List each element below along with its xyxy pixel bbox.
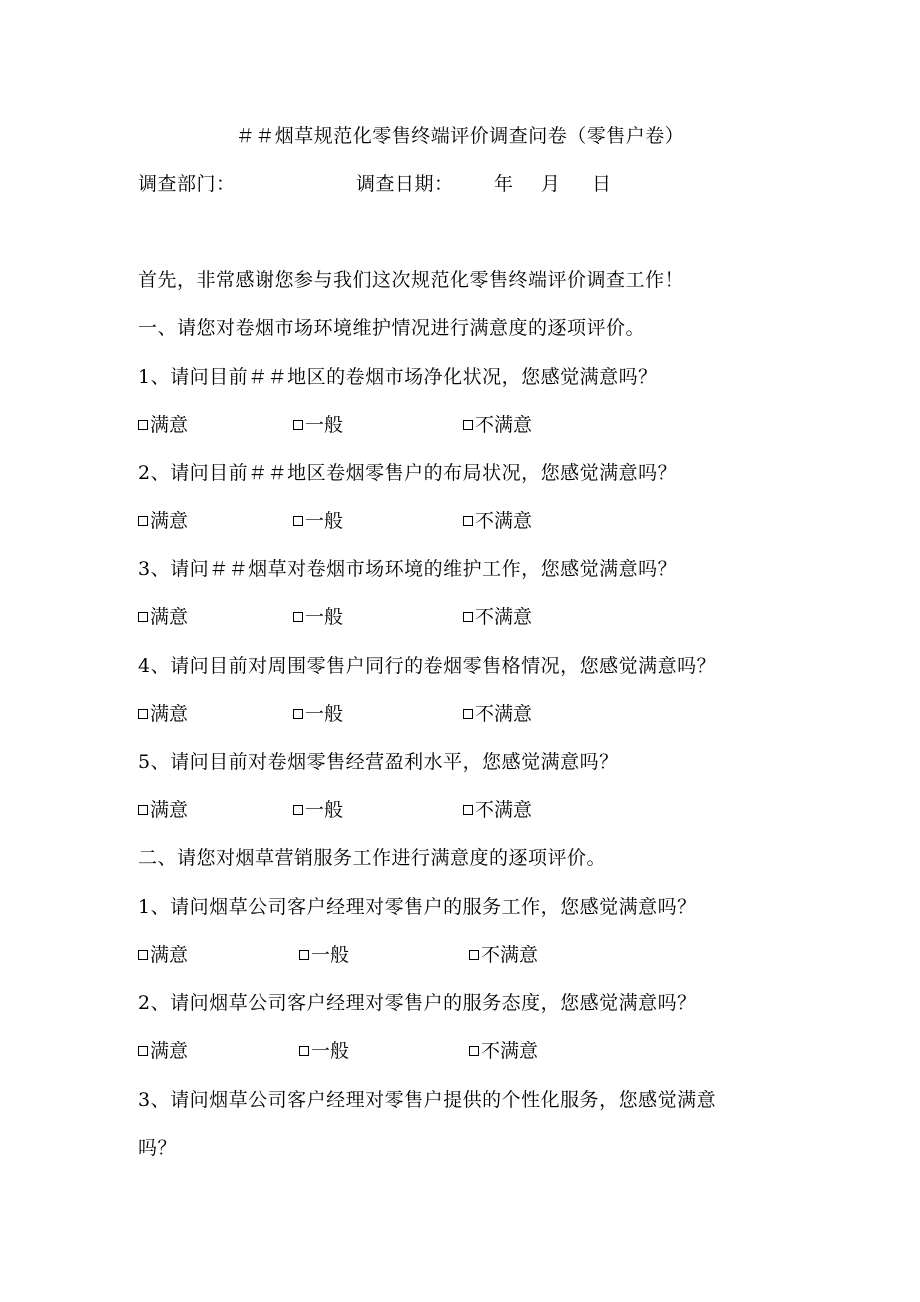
s1-question-5: 5、请问目前对卷烟零售经营盈利水平，您感觉满意吗？ [138, 751, 619, 773]
checkbox-icon[interactable] [138, 709, 148, 719]
s1q2-option-unsatisfied[interactable]: 不满意 [463, 509, 532, 533]
checkbox-icon[interactable] [138, 612, 148, 622]
page-title: ＃＃烟草规范化零售终端评价调查问卷（零售户卷） [235, 125, 685, 147]
checkbox-icon[interactable] [463, 612, 473, 622]
s1q5-option-unsatisfied[interactable]: 不满意 [463, 798, 532, 822]
checkbox-icon[interactable] [469, 1046, 479, 1056]
checkbox-icon[interactable] [293, 516, 303, 526]
s1q4-option-average[interactable]: 一般 [293, 702, 343, 726]
s2q2-option-satisfied[interactable]: 满意 [138, 1039, 188, 1063]
checkbox-icon[interactable] [299, 1046, 309, 1056]
s1q3-option-average[interactable]: 一般 [293, 605, 343, 629]
checkbox-icon[interactable] [469, 950, 479, 960]
s1q4-option-satisfied[interactable]: 满意 [138, 702, 188, 726]
checkbox-icon[interactable] [463, 420, 473, 430]
checkbox-icon[interactable] [293, 805, 303, 815]
checkbox-icon[interactable] [138, 516, 148, 526]
s2q2-option-average[interactable]: 一般 [299, 1039, 349, 1063]
s1q3-option-satisfied[interactable]: 满意 [138, 605, 188, 629]
s1q2-option-satisfied[interactable]: 满意 [138, 509, 188, 533]
s2-question-3: 3、请问烟草公司客户经理对零售户提供的个性化服务，您感觉满意 [138, 1089, 717, 1111]
s1q1-option-satisfied[interactable]: 满意 [138, 413, 188, 437]
s1q1-option-average[interactable]: 一般 [293, 413, 343, 437]
checkbox-icon[interactable] [293, 709, 303, 719]
s1q4-option-unsatisfied[interactable]: 不满意 [463, 702, 532, 726]
checkbox-icon[interactable] [463, 805, 473, 815]
checkbox-icon[interactable] [293, 612, 303, 622]
s1-question-1: 1、请问目前＃＃地区的卷烟市场净化状况，您感觉满意吗？ [138, 366, 658, 388]
checkbox-icon[interactable] [138, 1046, 148, 1056]
s1q5-option-average[interactable]: 一般 [293, 798, 343, 822]
s2q1-option-unsatisfied[interactable]: 不满意 [469, 943, 538, 967]
s1q5-option-satisfied[interactable]: 满意 [138, 798, 188, 822]
s2q1-option-average[interactable]: 一般 [299, 943, 349, 967]
survey-date-label: 调查日期： [356, 173, 454, 195]
survey-department-label: 调查部门： [138, 173, 236, 195]
s1-question-3: 3、请问＃＃烟草对卷烟市场环境的维护工作，您感觉满意吗？ [138, 558, 678, 580]
section1-heading: 一、请您对卷烟市场环境维护情况进行满意度的逐项评价。 [138, 317, 646, 339]
s2-question-3-continued: 吗？ [138, 1137, 178, 1159]
checkbox-icon[interactable] [299, 950, 309, 960]
checkbox-icon[interactable] [463, 516, 473, 526]
checkbox-icon[interactable] [293, 420, 303, 430]
s1q2-option-average[interactable]: 一般 [293, 509, 343, 533]
intro-text: 首先，非常感谢您参与我们这次规范化零售终端评价调查工作！ [138, 269, 685, 291]
checkbox-icon[interactable] [138, 950, 148, 960]
date-year-label: 年 [494, 173, 514, 195]
checkbox-icon[interactable] [138, 420, 148, 430]
s2q1-option-satisfied[interactable]: 满意 [138, 943, 188, 967]
s1-question-4: 4、请问目前对周围零售户同行的卷烟零售格情况，您感觉满意吗？ [138, 655, 717, 677]
s2q2-option-unsatisfied[interactable]: 不满意 [469, 1039, 538, 1063]
date-month-label: 月 [541, 173, 561, 195]
s2-question-1: 1、请问烟草公司客户经理对零售户的服务工作，您感觉满意吗？ [138, 896, 697, 918]
checkbox-icon[interactable] [463, 709, 473, 719]
date-day-label: 日 [592, 173, 612, 195]
section2-heading: 二、请您对烟草营销服务工作进行满意度的逐项评价。 [138, 847, 607, 869]
s2-question-2: 2、请问烟草公司客户经理对零售户的服务态度，您感觉满意吗？ [138, 992, 697, 1014]
s1q3-option-unsatisfied[interactable]: 不满意 [463, 605, 532, 629]
s1q1-option-unsatisfied[interactable]: 不满意 [463, 413, 532, 437]
checkbox-icon[interactable] [138, 805, 148, 815]
s1-question-2: 2、请问目前＃＃地区卷烟零售户的布局状况，您感觉满意吗？ [138, 462, 678, 484]
